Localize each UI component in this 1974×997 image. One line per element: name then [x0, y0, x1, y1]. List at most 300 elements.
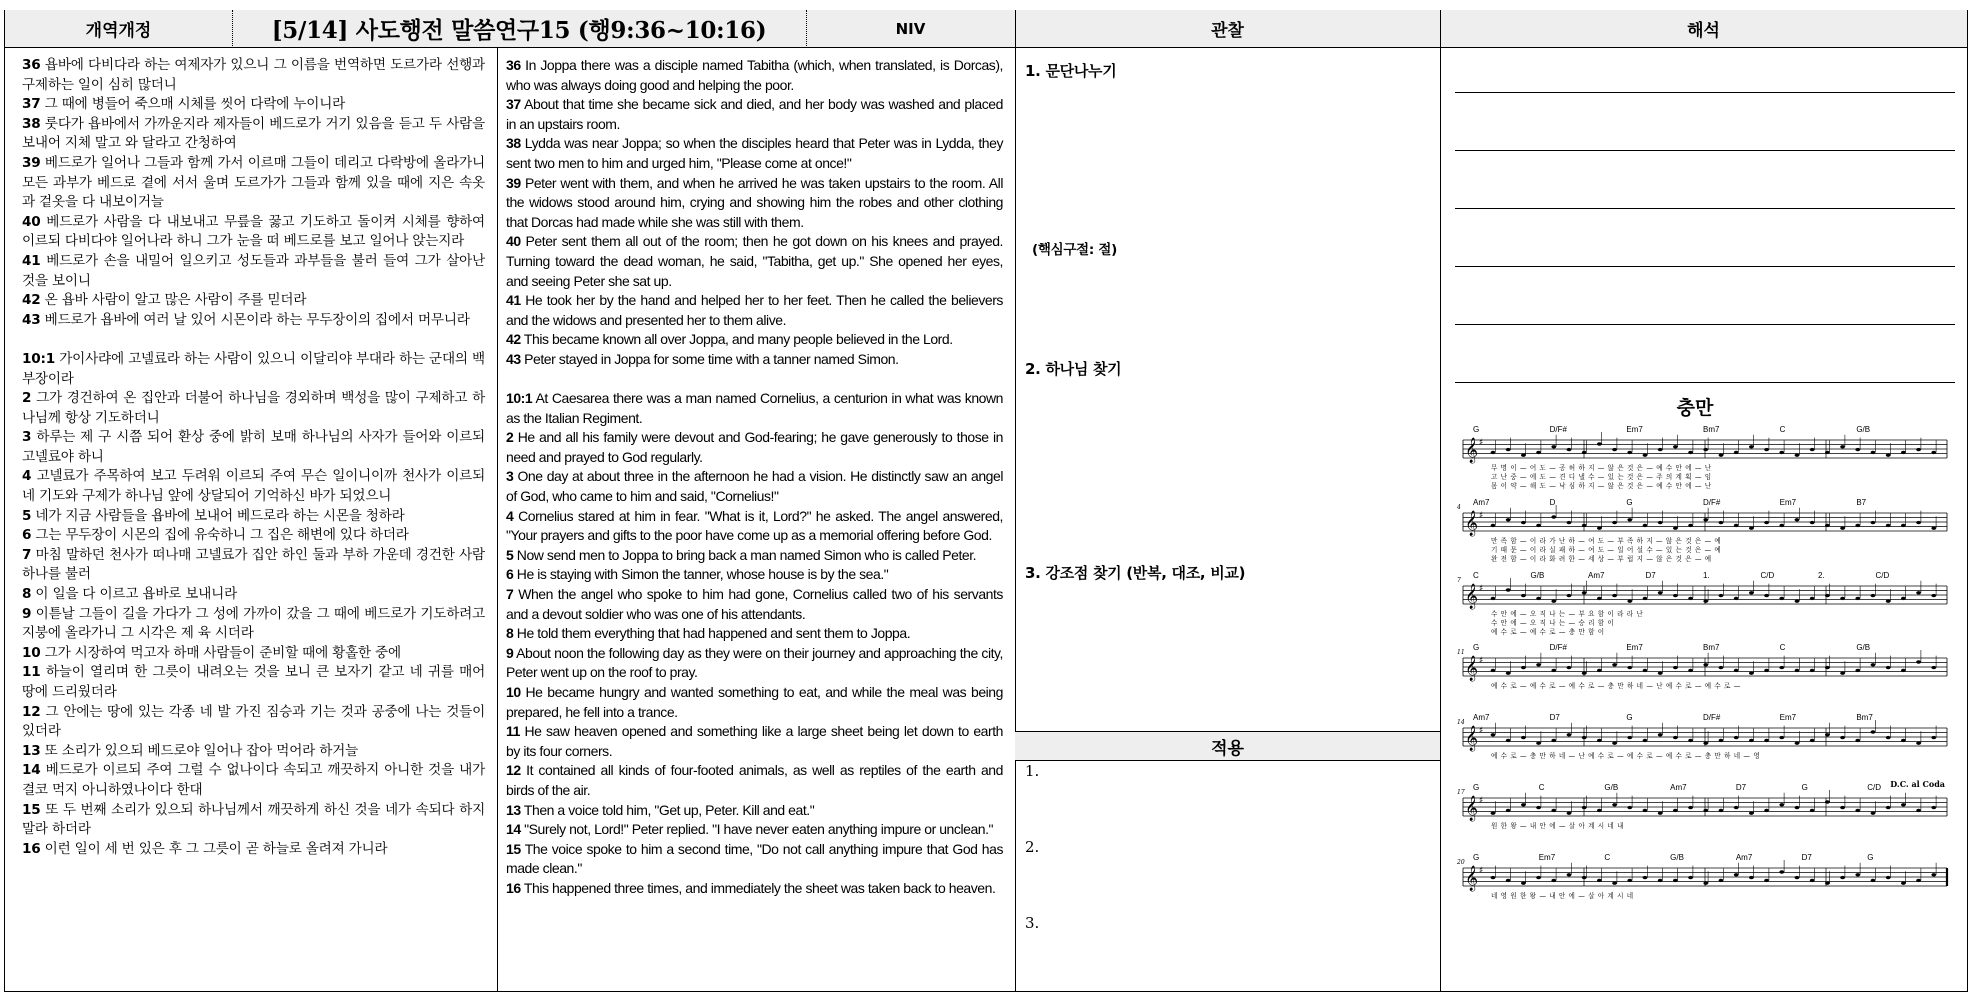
chord-symbol: Am7 [1670, 783, 1687, 792]
note-head [1840, 672, 1845, 675]
note-head [1688, 597, 1693, 600]
application-item-2: 2. [1025, 838, 1040, 856]
verse-text: 베드로가 이르되 주여 그럴 수 없나이다 속되고 깨끗하지 아니한 것을 내가 결코 먹지 아니하였나이다 한대 [22, 762, 485, 798]
verse-number: 15 [506, 840, 521, 857]
measure-number: 20 [1457, 859, 1465, 866]
measure-number: 7 [1457, 577, 1461, 584]
niv-verse [506, 232, 1003, 291]
niv-verse [506, 683, 1003, 722]
verse-text: 이런 일이 세 번 있은 후 그 그릇이 곧 하늘로 올려져 가니라 [44, 840, 388, 857]
note-head [1521, 736, 1526, 739]
note-head [1719, 666, 1724, 669]
note-head [1779, 597, 1784, 600]
verse-number: 39 [506, 174, 521, 191]
verse-text: This happened three times, and immediately the sheet was taken back to heaven. [523, 879, 996, 896]
title-divider-right [806, 10, 807, 48]
note-head [1673, 879, 1678, 882]
chord-symbol: Em7 [1626, 425, 1643, 434]
korean-verse [22, 311, 485, 331]
korean-verse [22, 742, 485, 762]
lyric-line: 원 한 왕 — 내 안 에 — 살 아 계 시 네 내 [1491, 822, 1625, 830]
note-head [1536, 451, 1541, 454]
verse-number: 9 [22, 605, 32, 622]
chord-symbol: G [1801, 783, 1808, 792]
note-head [1658, 448, 1663, 451]
verse-number: 5 [22, 507, 32, 524]
note-head [1627, 600, 1632, 603]
niv-verse [506, 644, 1003, 683]
verse-text: 하늘이 열리며 한 그릇이 내려오는 것을 보니 큰 보자기 같고 네 귀를 매어 땅에 드리웠더라 [22, 664, 485, 700]
note-head [1840, 445, 1845, 448]
note-head [1506, 672, 1511, 675]
note-head [1658, 733, 1663, 736]
verse-text: 이 일을 다 이르고 욥바로 보내니라 [35, 586, 238, 603]
korean-verse [22, 801, 485, 840]
hymn-title: 충만 [1676, 397, 1714, 419]
verse-text: In Joppa there was a disciple named Tabitha (which, when translated, is Dorcas), who was always doing good and helping the poor. [506, 57, 1003, 93]
header-interpretation: 해석 [1440, 10, 1967, 48]
note-head [1703, 663, 1708, 666]
note-head [1673, 445, 1678, 448]
note-head [1855, 873, 1860, 876]
note-head [1795, 806, 1800, 809]
note-head [1871, 451, 1876, 454]
treble-clef-icon: 𝄞 [1465, 438, 1479, 463]
note-head [1734, 736, 1739, 739]
verse-text: It contained all kinds of four-footed animals, as well as reptiles of the earth and birds of the air. [506, 762, 1003, 798]
note-head [1871, 663, 1876, 666]
chord-symbol: Bm7 [1856, 713, 1873, 722]
korean-verse [22, 526, 485, 546]
note-head [1779, 451, 1784, 454]
note-head [1825, 733, 1830, 736]
note-head [1688, 524, 1693, 527]
note-head [1521, 882, 1526, 885]
key-signature-sharp-icon: ♯ [1479, 796, 1484, 806]
note-head [1536, 524, 1541, 527]
verse-text: 온 욥바 사람이 알고 많은 사람이 주를 믿더라 [44, 292, 307, 309]
note-head [1551, 515, 1556, 518]
verse-number: 4 [506, 507, 514, 524]
chord-symbol: C/D [1867, 783, 1882, 792]
verse-number: 5 [506, 546, 514, 563]
niv-verse [506, 840, 1003, 879]
note-head [1536, 876, 1541, 879]
chord-symbol: D7 [1735, 783, 1747, 792]
writing-line [1455, 92, 1955, 93]
key-verse-label: (핵심구절: 절) [1032, 242, 1117, 258]
verse-number: 10:1 [506, 390, 533, 407]
note-head [1612, 663, 1617, 666]
key-signature-sharp-icon: ♯ [1479, 511, 1484, 521]
verse-text: Then a voice told him, "Get up, Peter. Kill and eat." [523, 801, 815, 818]
note-head [1582, 876, 1587, 879]
niv-verse [506, 565, 1003, 585]
chord-symbol: C [1604, 853, 1611, 862]
note-head [1779, 870, 1784, 873]
niv-verse [506, 389, 1003, 428]
note-head [1627, 879, 1632, 882]
korean-verse [22, 761, 485, 800]
note-head [1779, 803, 1784, 806]
note-head [1658, 591, 1663, 594]
verse-text: 또 두 번째 소리가 있으되 하나님께서 깨끗하게 하신 것을 네가 속되다 하지 말라 하더라 [22, 801, 486, 838]
chord-symbol: G [1473, 853, 1480, 862]
note-head [1764, 448, 1769, 451]
lyric-line: 고 난 중 — 에 도 — 견 디 낼 수 — 있 는 것 은 — 주 의 계 획 — 임 [1491, 473, 1712, 481]
note-head [1703, 882, 1708, 885]
note-head [1521, 521, 1526, 524]
chord-symbol: G [1626, 713, 1633, 722]
niv-verse [506, 174, 1003, 233]
note-head [1855, 739, 1860, 742]
note-head [1795, 454, 1800, 457]
note-head [1825, 594, 1830, 597]
verse-number: 37 [506, 96, 521, 113]
note-head [1855, 597, 1860, 600]
verse-number: 41 [506, 292, 521, 309]
verse-text: Peter went with them, and when he arrived he was taken upstairs to the room. All the widows stood around him, crying and showing him the robes and other clothing that Dorcas had made while she was still with them. [506, 174, 1003, 230]
verse-number: 9 [506, 644, 514, 661]
note-head [1916, 591, 1921, 594]
chord-symbol: Bm7 [1703, 425, 1720, 434]
note-head [1810, 521, 1815, 524]
korean-verse [22, 291, 485, 311]
verse-text: Cornelius stared at him in fear. "What is it, Lord?" he asked. The angel answered, "Your prayers and gifts to the poor have come up as a memorial offering before God. [506, 507, 1003, 544]
lyric-line: 몸 이 약 — 해 도 — 낙 심 하 지 — 않 은 것 은 — 예 수 안 에 — 난 [1491, 482, 1712, 490]
chord-symbol: Am7 [1735, 853, 1753, 862]
note-head [1764, 669, 1769, 672]
verse-number: 38 [506, 135, 521, 152]
note-head [1551, 669, 1556, 672]
note-head [1643, 597, 1648, 600]
niv-verse [506, 56, 1003, 95]
note-head [1506, 518, 1511, 521]
note-head [1673, 736, 1678, 739]
verse-text: 룻다가 욥바에서 가까운지라 제자들이 베드로가 거기 있음을 듣고 두 사람을 보내어 지체 말고 와 달라고 간청하여 [22, 115, 485, 152]
note-head [1688, 739, 1693, 742]
chord-symbol: Am7 [1473, 498, 1490, 507]
note-head [1719, 454, 1724, 457]
verse-number: 3 [506, 468, 514, 485]
note-head [1612, 742, 1617, 745]
verse-text: 고넬료가 주목하여 보고 두려워 이르되 주여 무슨 일이니이까 천사가 이르되 네 기도와 구제가 하나님 앞에 상달되어 기억하신 바가 되었으니 [22, 468, 486, 505]
note-head [1795, 518, 1800, 521]
korean-verse [22, 115, 485, 154]
note-head [1886, 524, 1891, 527]
korean-verse [22, 428, 485, 467]
note-head [1749, 445, 1754, 448]
verse-text: He took her by the hand and helped her to her feet. Then he called the believers and the widows and presented her to them alive. [506, 292, 1003, 328]
note-head [1931, 736, 1936, 739]
note-head [1749, 876, 1754, 879]
note-head [1612, 521, 1617, 524]
note-head [1703, 600, 1708, 603]
note-head [1627, 451, 1632, 454]
note-head [1931, 527, 1936, 530]
note-head [1749, 812, 1754, 815]
note-head [1688, 451, 1693, 454]
note-head [1521, 803, 1526, 806]
note-head [1779, 524, 1784, 527]
note-head [1536, 597, 1541, 600]
note-head [1886, 806, 1891, 809]
note-head [1810, 739, 1815, 742]
verse-text: 네가 지금 사람들을 욥바에 보내어 베드로라 하는 시몬을 청하라 [35, 507, 405, 524]
key-signature-sharp-icon: ♯ [1479, 656, 1484, 666]
note-head [1597, 879, 1602, 882]
note-head [1643, 876, 1648, 879]
section-gap [22, 330, 485, 350]
note-head [1673, 666, 1678, 669]
verse-text: He told them everything that had happened and sent them to Joppa. [516, 625, 911, 642]
verse-text: 마침 말하던 천사가 떠나매 고넬료가 집안 하인 둘과 부하 가운데 경건한 사람 하나를 불러 [22, 546, 485, 583]
note-head [1931, 451, 1936, 454]
chord-symbol: D7 [1549, 713, 1560, 722]
note-head [1764, 879, 1769, 882]
note-head [1491, 876, 1496, 879]
verse-text: 그가 경건하여 온 집안과 더불어 하나님을 경외하며 백성을 많이 구제하고 하나님께 항상 기도하더니 [22, 390, 485, 426]
note-head [1673, 594, 1678, 597]
chord-symbol: G/B [1604, 783, 1619, 792]
note-head [1673, 809, 1678, 812]
note-head [1719, 521, 1724, 524]
note-head [1886, 876, 1891, 879]
note-head [1567, 594, 1572, 597]
note-head [1916, 660, 1921, 663]
note-head [1901, 524, 1906, 527]
note-head [1840, 597, 1845, 600]
chord-symbol: C [1779, 425, 1786, 434]
note-head [1719, 879, 1724, 882]
chord-symbol: D [1549, 498, 1556, 507]
note-head [1658, 672, 1663, 675]
note-head [1521, 454, 1526, 457]
verse-number: 12 [506, 762, 521, 779]
note-head [1795, 876, 1800, 879]
verse-number: 14 [506, 821, 521, 838]
note-head [1764, 739, 1769, 742]
verse-number: 12 [22, 703, 41, 720]
note-head [1871, 521, 1876, 524]
verse-text: 욥바에 다비다라 하는 여제자가 있으니 그 이름을 번역하면 도르가라 선행과 구제하는 일이 심히 많더니 [22, 57, 485, 93]
note-head [1764, 594, 1769, 597]
verse-number: 38 [22, 115, 41, 132]
note-head [1658, 521, 1663, 524]
chord-symbol: D/F# [1549, 425, 1568, 434]
verse-number: 8 [22, 586, 32, 603]
verse-text: Lydda was near Joppa; so when the disciples heard that Peter was in Lydda, they sent two men to him and urged him, "Please come at once!" [506, 135, 1003, 171]
lyric-line: 예 수 로 — 예 수 로 — 충 만 함 이 [1491, 628, 1605, 636]
verse-text: 이튿날 그들이 길을 가다가 그 성에 가까이 갔을 그 때에 베드로가 기도하려고 지붕에 올라가니 그 시각은 제 육 시더라 [22, 605, 485, 642]
writing-line [1455, 324, 1955, 325]
header-observation: 관찰 [1015, 10, 1440, 48]
niv-verse [506, 879, 1003, 899]
chord-symbol: Am7 [1588, 571, 1605, 580]
korean-verse [22, 644, 485, 664]
note-head [1825, 451, 1830, 454]
niv-verse [506, 428, 1003, 467]
note-head [1703, 518, 1708, 521]
verse-text: About noon the following day as they were on their journey and approaching the city, Peter went up on the roof to pray. [506, 644, 1003, 681]
verse-text: He saw heaven opened and something like a large sheet being let down to earth by its four corners. [506, 723, 1003, 759]
note-head [1688, 669, 1693, 672]
writing-line [1455, 382, 1955, 383]
measure-number: 17 [1457, 789, 1465, 796]
observation-item-find-god: 2. 하나님 찾기 [1025, 360, 1122, 378]
chord-symbol: Em7 [1626, 643, 1643, 652]
niv-verse [506, 585, 1003, 624]
note-head [1491, 669, 1496, 672]
chord-symbol: Em7 [1538, 853, 1556, 862]
note-head [1567, 733, 1572, 736]
note-head [1612, 803, 1617, 806]
note-head [1871, 879, 1876, 882]
note-head [1840, 527, 1845, 530]
note-head [1582, 451, 1587, 454]
note-head [1764, 809, 1769, 812]
note-head [1673, 527, 1678, 530]
verse-number: 42 [22, 292, 41, 309]
treble-clef-icon: 𝄞 [1465, 796, 1479, 821]
chord-symbol: D/F# [1703, 498, 1721, 507]
verse-number: 13 [506, 801, 521, 818]
chord-symbol: D/F# [1549, 643, 1568, 652]
lyric-line: 예 수 로 — 예 수 로 — 예 수 로 — 충 만 하 네 — 난 예 수 로 — 예 수 로 — [1491, 682, 1741, 690]
verse-number: 3 [22, 429, 32, 446]
note-head [1536, 663, 1541, 666]
verse-text: 또 소리가 있으되 베드로야 일어나 잡아 먹어라 하거늘 [44, 742, 358, 759]
korean-verse [22, 350, 485, 389]
chord-symbol: G/B [1856, 425, 1871, 434]
verse-text: 그 안에는 땅에 있는 각종 네 발 가진 짐승과 기는 것과 공중에 나는 것들이 있더라 [22, 703, 485, 740]
verse-text: 가이사랴에 고넬료라 하는 사람이 있으니 이달리야 부대라 하는 군대의 백부장이라 [22, 350, 485, 387]
note-head [1931, 666, 1936, 669]
application-header: 적용 [1015, 731, 1440, 761]
chord-symbol: B7 [1856, 498, 1867, 507]
note-head [1597, 442, 1602, 445]
note-head [1855, 448, 1860, 451]
verse-number: 36 [22, 57, 41, 73]
note-head [1567, 666, 1572, 669]
chord-symbol: G/B [1856, 643, 1871, 652]
note-head [1506, 448, 1511, 451]
column-divider-niv-observation [1015, 10, 1016, 992]
chord-symbol: Bm7 [1703, 643, 1720, 652]
observation-item-paragraphs: 1. 문단나누기 [1025, 62, 1117, 80]
lyric-line: 예 수 로 — 충 만 하 네 — 난 예 수 로 — 예 수 로 — 예 수 로 — 충 만 하 네 — 영 [1491, 752, 1761, 760]
korean-verse [22, 663, 485, 702]
note-head [1597, 809, 1602, 812]
note-head [1506, 879, 1511, 882]
treble-clef-icon: 𝄞 [1465, 866, 1479, 891]
note-head [1871, 594, 1876, 597]
note-head [1658, 879, 1663, 882]
note-head [1901, 597, 1906, 600]
note-head [1688, 876, 1693, 879]
note-head [1886, 666, 1891, 669]
chord-symbol: C/D [1875, 571, 1890, 580]
note-head [1551, 879, 1556, 882]
verse-number: 7 [506, 586, 514, 603]
verse-number: 40 [506, 233, 521, 250]
chord-symbol: G [1473, 643, 1480, 652]
korean-verse [22, 585, 485, 605]
note-head [1491, 812, 1496, 815]
chord-symbol: Am7 [1473, 713, 1490, 722]
note-head [1643, 454, 1648, 457]
chord-symbol: D7 [1645, 571, 1656, 580]
chord-symbol: Em7 [1779, 713, 1797, 722]
korean-verse [22, 605, 485, 644]
verse-number: 36 [506, 57, 521, 73]
chord-symbol: G [1473, 425, 1480, 434]
note-head [1931, 594, 1936, 597]
note-head [1506, 739, 1511, 742]
note-head [1612, 448, 1617, 451]
chord-symbol: G/B [1530, 571, 1545, 580]
note-head [1734, 806, 1739, 809]
verse-number: 42 [506, 331, 521, 348]
note-head [1521, 666, 1526, 669]
note-head [1871, 812, 1876, 815]
note-head [1749, 739, 1754, 742]
note-head [1703, 742, 1708, 745]
note-head [1901, 882, 1906, 885]
note-head [1521, 594, 1526, 597]
note-head [1551, 739, 1556, 742]
note-head [1916, 809, 1921, 812]
note-head [1855, 524, 1860, 527]
korean-verse [22, 467, 485, 506]
niv-verse [506, 801, 1003, 821]
note-head [1916, 879, 1921, 882]
niv-verse [506, 722, 1003, 761]
note-head [1901, 739, 1906, 742]
note-head [1597, 527, 1602, 530]
note-head [1886, 600, 1891, 603]
verse-text: He became hungry and wanted something to eat, and while the meal was being prepared, he fell into a trance. [506, 684, 1003, 720]
note-head [1643, 739, 1648, 742]
verse-number: 39 [22, 154, 41, 171]
writing-line [1455, 150, 1955, 151]
header-niv: NIV [806, 10, 1015, 48]
verse-number: 40 [22, 213, 41, 230]
verse-number: 10 [22, 644, 41, 661]
note-head [1491, 597, 1496, 600]
note-head [1810, 448, 1815, 451]
note-head [1719, 594, 1724, 597]
verse-number: 43 [22, 311, 41, 328]
note-head [1627, 806, 1632, 809]
note-head [1855, 809, 1860, 812]
note-head [1810, 809, 1815, 812]
note-head [1795, 669, 1800, 672]
observation-item-emphasis: 3. 강조점 찾기 (반복, 대조, 비교) [1025, 564, 1246, 582]
key-signature-sharp-icon: ♯ [1479, 726, 1484, 736]
lyric-line: 만 족 함 — 이 라 가 난 하 — 여 도 — 부 족 하 지 — 않 은 것 은 — 예 [1491, 537, 1722, 545]
hymn-sheet-music [1455, 390, 1955, 988]
note-head [1506, 809, 1511, 812]
verse-number: 8 [506, 625, 514, 642]
writing-line [1455, 208, 1955, 209]
verse-text: About that time she became sick and died, and her body was washed and placed in an upstairs room. [506, 96, 1003, 132]
verse-text: Now send men to Joppa to bring back a man named Simon who is called Peter. [516, 546, 977, 563]
note-head [1627, 518, 1632, 521]
lyric-line: 네 영 원 한 왕 — 내 안 에 — 살 아 계 시 네 [1491, 892, 1634, 900]
verse-number: 10:1 [22, 350, 56, 367]
application-item-3: 3. [1025, 914, 1040, 932]
